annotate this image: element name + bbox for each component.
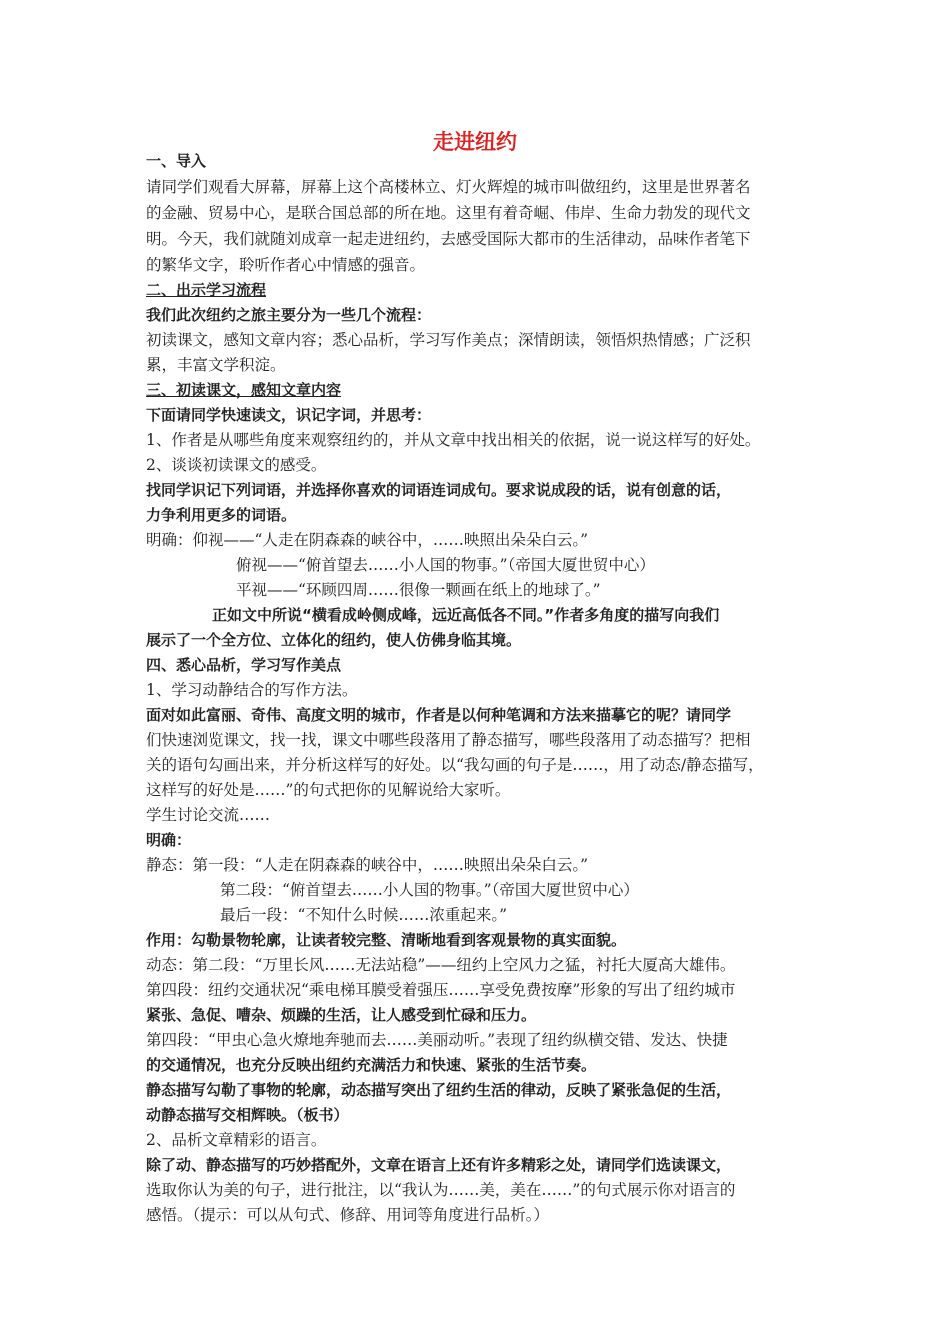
text-line: 作用：勾勒景物轮廓，让读者较完整、清晰地看到客观景物的真实面貌。: [146, 931, 627, 949]
text-line: 正如文中所说“横看成岭侧成峰，远近高低各不同。”作者多角度的描写向我们: [212, 606, 720, 624]
text-line: 二、出示学习流程: [146, 281, 267, 299]
text-line: 四、悉心品析，学习写作美点: [146, 656, 342, 674]
text-line: 第四段：“甲虫心急火燎地奔驰而去……美丽动听。”表现了纽约纵横交错、发达、快捷: [146, 1031, 728, 1049]
text-line: 选取你认为美的句子，进行批注，以“我认为……美，美在……”的句式展示你对语言的: [146, 1181, 736, 1199]
document-title: 走进纽约: [433, 130, 517, 154]
text-line: 第四段：纽约交通状况“乘电梯耳膜受着强压……享受免费按摩”形象的写出了纽约城市: [146, 981, 736, 999]
text-line: 动静态描写交相辉映。（板书）: [146, 1106, 349, 1124]
text-line: 关的语句勾画出来，并分析这样写的好处。以“我勾画的句子是……，用了动态/静态描写，: [146, 756, 764, 774]
text-line: 静态描写勾勒了事物的轮廓，动态描写突出了纽约生活的律动，反映了紧张急促的生活，: [146, 1081, 732, 1099]
text-line: 第二段：“俯首望去……小人国的物事。”（帝国大厦世贸中心）: [220, 881, 639, 899]
text-line: 三、初读课文，感知文章内容: [146, 381, 342, 399]
text-line: 我们此次纽约之旅主要分为一些几个流程：: [146, 306, 432, 324]
text-line: 一、导入: [146, 152, 207, 170]
text-line: 1、作者是从哪些角度来观察纽约的，并从文章中找出相关的依据，说一说这样写的好处。: [146, 431, 761, 449]
text-line: 明确：: [146, 831, 192, 849]
text-line: 累，丰富文学积淀。: [146, 356, 286, 374]
text-line: 下面请同学快速读文，识记字词，并思考：: [146, 406, 432, 424]
text-line: 动态：第二段：“万里长风……无法站稳”——纽约上空风力之猛，衬托大厦高大雄伟。: [146, 956, 736, 974]
text-line: 的交通情况，也充分反映出纽约充满活力和快速、紧张的生活节奏。: [146, 1056, 597, 1074]
text-line: 最后一段：“不知什么时候……浓重起来。”: [220, 906, 508, 924]
text-line: 除了动、静态描写的巧妙搭配外，文章在语言上还有许多精彩之处，请同学们选读课文，: [146, 1156, 732, 1174]
text-line: 1、学习动静结合的写作方法。: [146, 681, 358, 699]
text-line: 明确：仰视——“人走在阴森森的峡谷中，……映照出朵朵白云。”: [146, 531, 589, 549]
text-line: 学生讨论交流……: [146, 806, 271, 824]
text-line: 找同学识记下列词语，并选择你喜欢的词语连词成句。要求说成段的话，说有创意的话，: [146, 481, 732, 499]
text-line: 请同学们观看大屏幕，屏幕上这个高楼林立、灯火辉煌的城市叫做纽约，这里是世界著名: [146, 178, 751, 196]
text-line: 明。今天，我们就随刘成章一起走进纽约，去感受国际大都市的生活律动，品味作者笔下: [146, 230, 751, 248]
text-line: 2、品析文章精彩的语言。: [146, 1131, 327, 1149]
text-line: 的金融、贸易中心，是联合国总部的所在地。这里有着奇崛、伟岸、生命力勃发的现代文: [146, 204, 751, 222]
text-line: 们快速浏览课文，找一找，课文中哪些段落用了静态描写，哪些段落用了动态描写？把相: [146, 731, 751, 749]
text-line: 平视——“环顾四周……很像一颗画在纸上的地球了。”: [236, 581, 601, 599]
text-line: 力争利用更多的词语。: [146, 506, 297, 524]
text-line: 这样写的好处是……”的句式把你的见解说给大家听。: [146, 781, 511, 799]
text-line: 2、谈谈初读课文的感受。: [146, 456, 327, 474]
text-line: 静态：第一段：“人走在阴森森的峡谷中，……映照出朵朵白云。”: [146, 856, 589, 874]
text-line: 初读课文，感知文章内容；悉心品析，学习写作美点；深情朗读，领悟炽热情感；广泛积: [146, 331, 751, 349]
text-line: 展示了一个全方位、立体化的纽约，使人仿佛身临其境。: [146, 631, 522, 649]
text-line: 的繁华文字，聆听作者心中情感的强音。: [146, 256, 426, 274]
text-line: 俯视——“俯首望去……小人国的物事。”（帝国大厦世贸中心）: [236, 556, 655, 574]
text-line: 感悟。（提示：可以从句式、修辞、用词等角度进行品析。）: [146, 1206, 550, 1224]
text-line: 面对如此富丽、奇伟、高度文明的城市，作者是以何种笔调和方法来描摹它的呢？请同学: [146, 706, 732, 724]
text-line: 紧张、急促、嘈杂、烦躁的生活，让人感受到忙碌和压力。: [146, 1006, 537, 1024]
